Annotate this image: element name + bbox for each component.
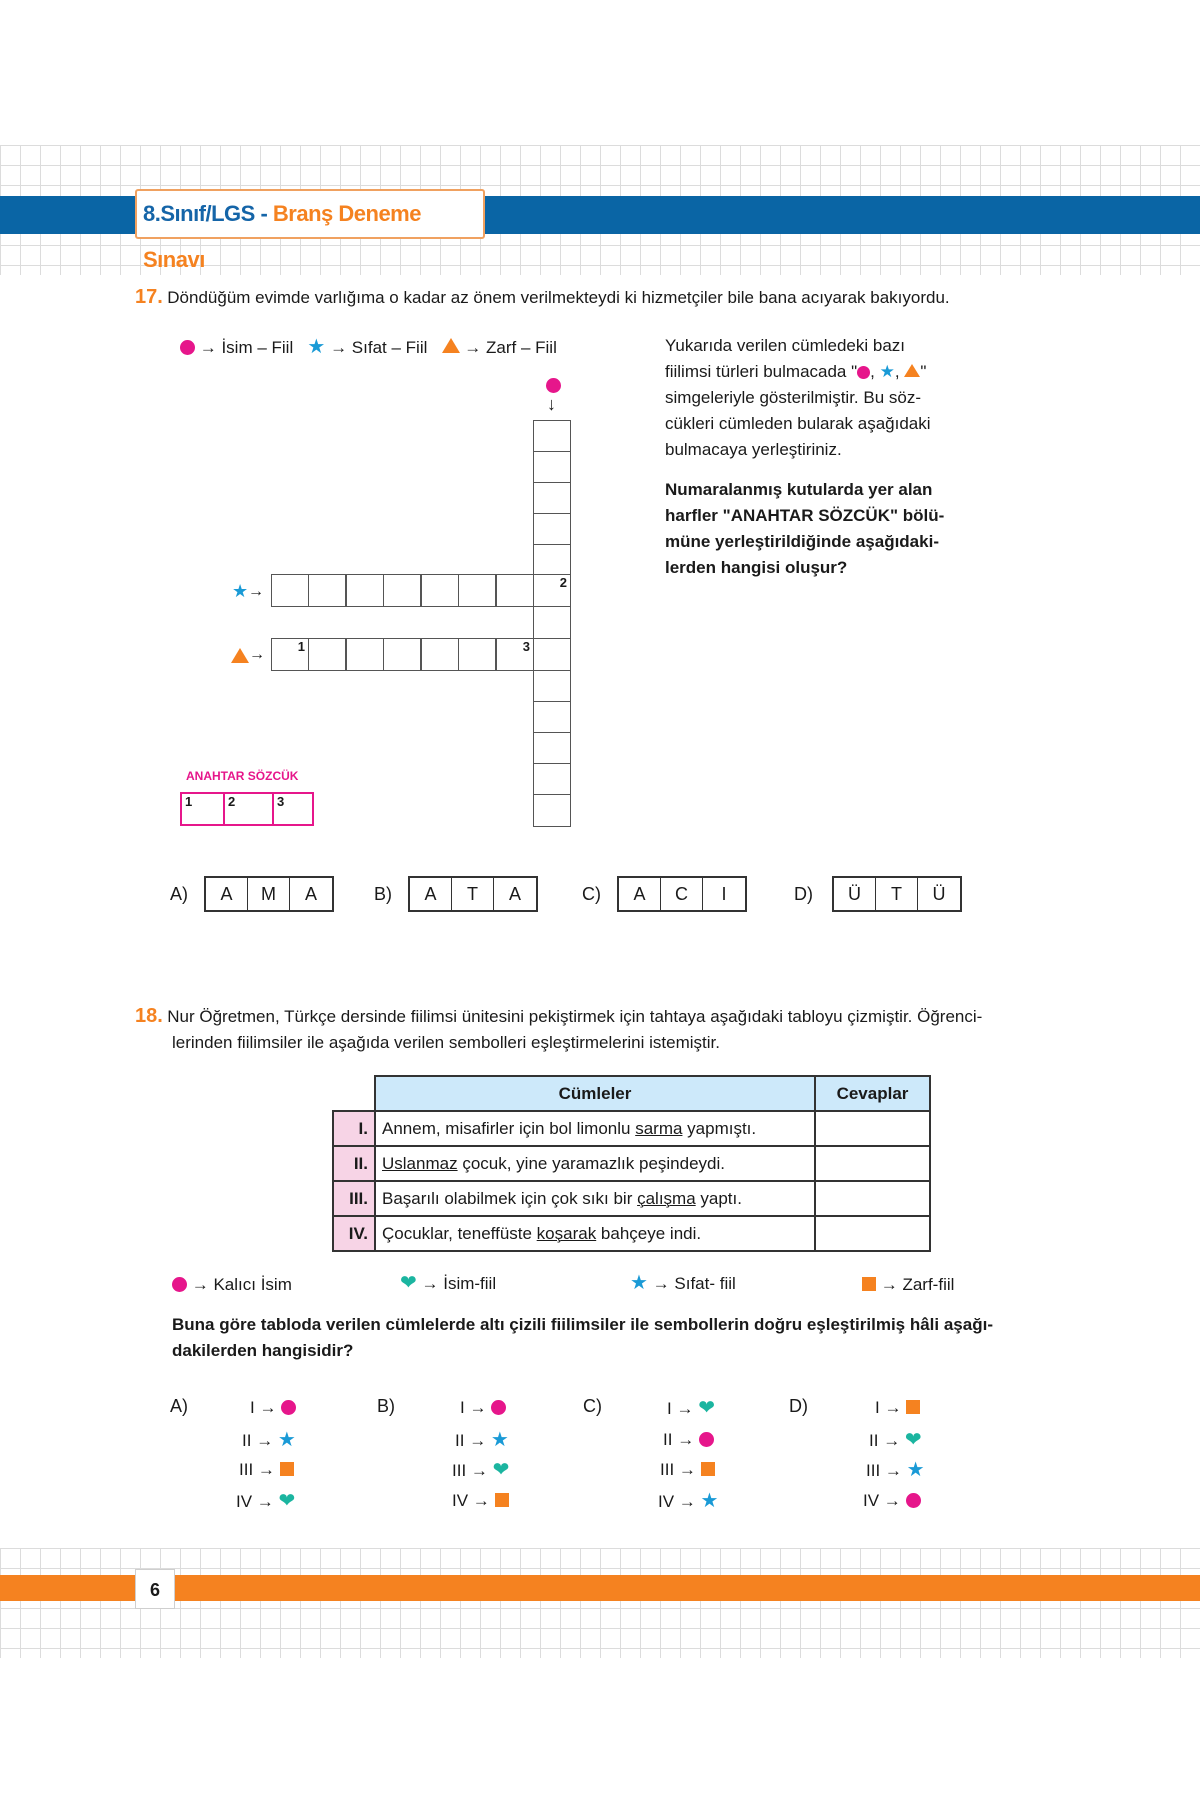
key-word-label: ANAHTAR SÖZCÜK: [186, 769, 299, 783]
footer-grid-background: [0, 1548, 1200, 1658]
crossword-cell[interactable]: [533, 732, 571, 765]
square-icon: [495, 1493, 509, 1507]
crossword-cell[interactable]: [496, 574, 534, 607]
star-icon: ★: [700, 1490, 719, 1512]
q18-legend-circle: → Kalıcı İsim: [172, 1275, 292, 1295]
right-arrow-icon: →: [249, 646, 265, 663]
crossword-cell-3[interactable]: 3: [496, 638, 534, 671]
crossword-cell[interactable]: [458, 638, 496, 671]
heart-icon: ❤: [492, 1459, 510, 1481]
star-icon: ★: [277, 1429, 296, 1451]
q18-option-d-label[interactable]: D): [789, 1396, 808, 1416]
crossword-cell[interactable]: [533, 451, 571, 484]
table-header-answers: Cevaplar: [815, 1076, 930, 1111]
q17-number: 17.: [135, 286, 163, 308]
q18-legend-heart: ❤ → İsim-fiil: [400, 1272, 497, 1294]
square-icon: [701, 1462, 715, 1476]
crossword-cell[interactable]: [533, 670, 571, 703]
heart-icon: ❤: [400, 1272, 417, 1294]
q17-option-c-label[interactable]: C): [582, 884, 601, 904]
circle-icon: [546, 378, 561, 393]
star-icon: ★: [879, 362, 895, 381]
table-row: IV. Çocuklar, teneffüste koşarak bahçeye indi.: [333, 1216, 930, 1251]
heart-icon: ❤: [278, 1490, 296, 1512]
answer-cell[interactable]: [815, 1146, 930, 1181]
crossword-cell[interactable]: [421, 574, 459, 607]
q17-option-b-label[interactable]: B): [374, 884, 392, 904]
heart-icon: ❤: [904, 1429, 922, 1451]
q17-stem: [135, 285, 1095, 311]
star-icon: ★: [906, 1459, 925, 1481]
triangle-icon: [231, 648, 249, 663]
table-row: I. Annem, misafirler için bol limonlu sarma yapmıştı.: [333, 1111, 930, 1146]
q17-option-b[interactable]: A T A: [408, 876, 538, 912]
star-icon: ★: [490, 1429, 509, 1451]
q18-number: 18.: [135, 1005, 163, 1027]
crossword-cell[interactable]: [533, 638, 571, 671]
square-icon: [862, 1277, 876, 1291]
answer-cell[interactable]: [815, 1216, 930, 1251]
table-header-sentences: Cümleler: [375, 1076, 815, 1111]
answer-cell[interactable]: [815, 1181, 930, 1216]
page-number: 6: [135, 1569, 175, 1609]
q18-legend-star: ★ → Sıfat- fiil: [630, 1272, 736, 1294]
circle-icon: [172, 1277, 187, 1292]
heart-icon: ❤: [698, 1397, 715, 1419]
triangle-icon: [442, 338, 460, 353]
star-icon: ★: [630, 1272, 648, 1294]
circle-icon: [281, 1400, 296, 1415]
right-arrow-icon: →: [248, 583, 264, 600]
crossword-cell[interactable]: [533, 794, 571, 827]
q18-option-a-label[interactable]: A): [170, 1396, 188, 1416]
q18-option-b-label[interactable]: B): [377, 1396, 395, 1416]
circle-icon: [857, 366, 870, 379]
triangle-icon: [904, 364, 920, 377]
key-word-cell[interactable]: 1: [182, 794, 225, 824]
crossword-cell[interactable]: [383, 574, 421, 607]
q18-legend-square: → Zarf-fiil: [862, 1275, 954, 1295]
table-row: III. Başarılı olabilmek için çok sıkı bir çalışma yaptı.: [333, 1181, 930, 1216]
square-icon: [906, 1400, 920, 1414]
crossword-cell[interactable]: [533, 544, 571, 577]
crossword-cell[interactable]: [421, 638, 459, 671]
down-arrow-icon: ↓: [547, 394, 556, 414]
crossword-cell[interactable]: [533, 701, 571, 734]
crossword-cell[interactable]: [271, 574, 309, 607]
crossword-cell[interactable]: [383, 638, 421, 671]
answer-cell[interactable]: [815, 1111, 930, 1146]
crossword-cell[interactable]: [346, 638, 384, 671]
q18-option-c-label[interactable]: C): [583, 1396, 602, 1416]
table-row: II. Uslanmaz çocuk, yine yaramazlık peşindeydi.: [333, 1146, 930, 1181]
q18-question: Buna göre tabloda verilen cümlelerde altı çizili fiilimsiler ile sembollerin doğru eşleştirilmiş hâli aşağı- dakilerden hangisidir?: [172, 1315, 993, 1360]
q17-option-a[interactable]: A M A: [204, 876, 334, 912]
q18-intro: 18. Nur Öğretmen, Türkçe dersinde fiilimsi ünitesini pekiştirmek için tahtaya aşağıdaki tabloyu çizmiştir. Öğrenci- lerinden fiilimsiler ile aşağıda verilen sembolleri eşleştirmelerini istemiştir.: [135, 1005, 983, 1052]
circle-icon: [699, 1432, 714, 1447]
page-title: 8.Sınıf/LGS - Branş Deneme Sınavı: [135, 189, 485, 239]
key-word-boxes: [180, 792, 314, 826]
crossword-cell[interactable]: [533, 763, 571, 796]
crossword-cell[interactable]: [458, 574, 496, 607]
crossword-cell[interactable]: [346, 574, 384, 607]
circle-icon: [491, 1400, 506, 1415]
q18-table: [332, 1075, 931, 1252]
crossword-cell[interactable]: [533, 420, 571, 453]
q17-option-d-label[interactable]: D): [794, 884, 813, 904]
key-word-cell[interactable]: 3: [277, 794, 285, 809]
q17-sentence: Döndüğüm evimde varlığıma o kadar az önem verilmekteydi ki hizmetçiler bile bana acıyarak bakıyordu.: [167, 288, 950, 307]
crossword-cell[interactable]: [533, 482, 571, 515]
crossword-cell-1[interactable]: 1: [271, 638, 309, 671]
square-icon: [280, 1462, 294, 1476]
star-icon: ★: [307, 336, 326, 358]
crossword-cell[interactable]: [533, 606, 571, 639]
q17-option-a-label[interactable]: A): [170, 884, 188, 904]
crossword-cell[interactable]: [533, 513, 571, 546]
star-icon: ★: [232, 581, 249, 601]
q17-option-c[interactable]: A C I: [617, 876, 747, 912]
circle-icon: [906, 1493, 921, 1508]
q17-legend: → İsim – Fiil ★ → Sıfat – Fiil → Zarf – Fiil: [180, 337, 557, 358]
key-word-cell[interactable]: 2: [225, 794, 274, 824]
crossword-cell[interactable]: [308, 638, 346, 671]
crossword-cell-2[interactable]: 2: [533, 574, 571, 607]
q17-option-d[interactable]: Ü T Ü: [832, 876, 962, 912]
crossword-cell[interactable]: [308, 574, 346, 607]
q17-instruction: Yukarıda verilen cümledeki bazı fiilimsi türleri bulmacada " , ★, " simgeleriyle gösterilmiştir. Bu söz- cükleri cümleden bularak aşağıdaki bulmacaya yerleştiriniz. Numaralanmış kutularda yer alan harfler "ANAHTAR SÖZCÜK" bölü- müne yerleştirildiğinde aşağıdaki- lerden hangisi oluşur?: [665, 336, 945, 577]
circle-icon: [180, 340, 195, 355]
footer-band: [0, 1575, 1200, 1601]
